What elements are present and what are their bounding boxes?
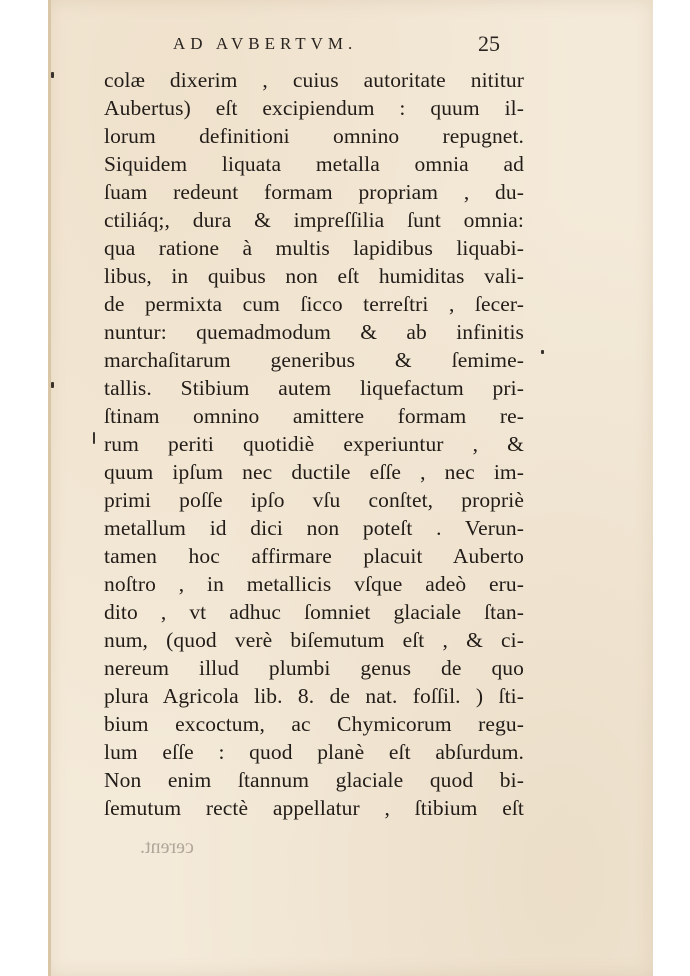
text-line: ſuam redeunt formam propriam , du- (104, 180, 524, 204)
text-line: Non enim ſtannum glaciale quod bi- (104, 768, 524, 792)
text-line: lum eſſe : quod planè eſt abſurdum. (104, 740, 524, 764)
text-line: bium excoctum, ac Chymicorum regu- (104, 712, 524, 736)
page-gutter-edge (48, 0, 51, 976)
text-line: ſemutum rectè appellatur , ſtibium eſt (104, 796, 524, 820)
text-line: Aubertus) eſt excipiendum : quum il- (104, 96, 524, 120)
text-line: ctiliáq;, dura & impreſſilia ſunt omnia: (104, 208, 524, 232)
text-line: primi poſſe ipſo vſu conſtet, propriè (104, 488, 524, 512)
text-line: noſtro , in metallicis vſque adeò eru- (104, 572, 524, 596)
margin-mark (51, 72, 54, 78)
text-line: libus, in quibus non eſt humiditas vali- (104, 264, 524, 288)
text-line: dito , vt adhuc ſomniet glaciale ſtan- (104, 600, 524, 624)
text-line: qua ratione à multis lapidibus liquabi- (104, 236, 524, 260)
body-text (104, 66, 524, 822)
text-line: colæ dixerim , cuius autoritate nititur (104, 68, 524, 92)
text-line: lorum definitioni omnino repugnet. (104, 124, 524, 148)
page-number: 25 (478, 31, 500, 56)
text-line: marchaſitarum generibus & ſemime- (104, 348, 524, 372)
margin-mark (51, 382, 54, 388)
bleedthrough-catchword: cerent. (140, 836, 194, 858)
margin-mark (541, 350, 544, 354)
text-line: quum ipſum nec ductile eſſe , nec im- (104, 460, 524, 484)
running-head: AD AVBERTVM. (173, 34, 358, 53)
page-header (48, 31, 653, 58)
text-line: rum periti quotidiè experiuntur , & (104, 432, 524, 456)
text-line: tallis. Stibium autem liquefactum pri- (104, 376, 524, 400)
text-line: ſtinam omnino amittere formam re- (104, 404, 524, 428)
margin-mark (93, 432, 95, 444)
text-line: metallum id dici non poteſt . Verun- (104, 516, 524, 540)
text-line: de permixta cum ſicco terreſtri , ſecer- (104, 292, 524, 316)
text-line: nereum illud plumbi genus de quo (104, 656, 524, 680)
text-line: nuntur: quemadmodum & ab infinitis (104, 320, 524, 344)
text-line: Siquidem liquata metalla omnia ad (104, 152, 524, 176)
text-line: tamen hoc affirmare placuit Auberto (104, 544, 524, 568)
book-page (48, 0, 653, 976)
text-line: plura Agricola lib. 8. de nat. foſſil. ) ſti- (104, 684, 524, 708)
text-line: num, (quod verè biſemutum eſt , & ci- (104, 628, 524, 652)
